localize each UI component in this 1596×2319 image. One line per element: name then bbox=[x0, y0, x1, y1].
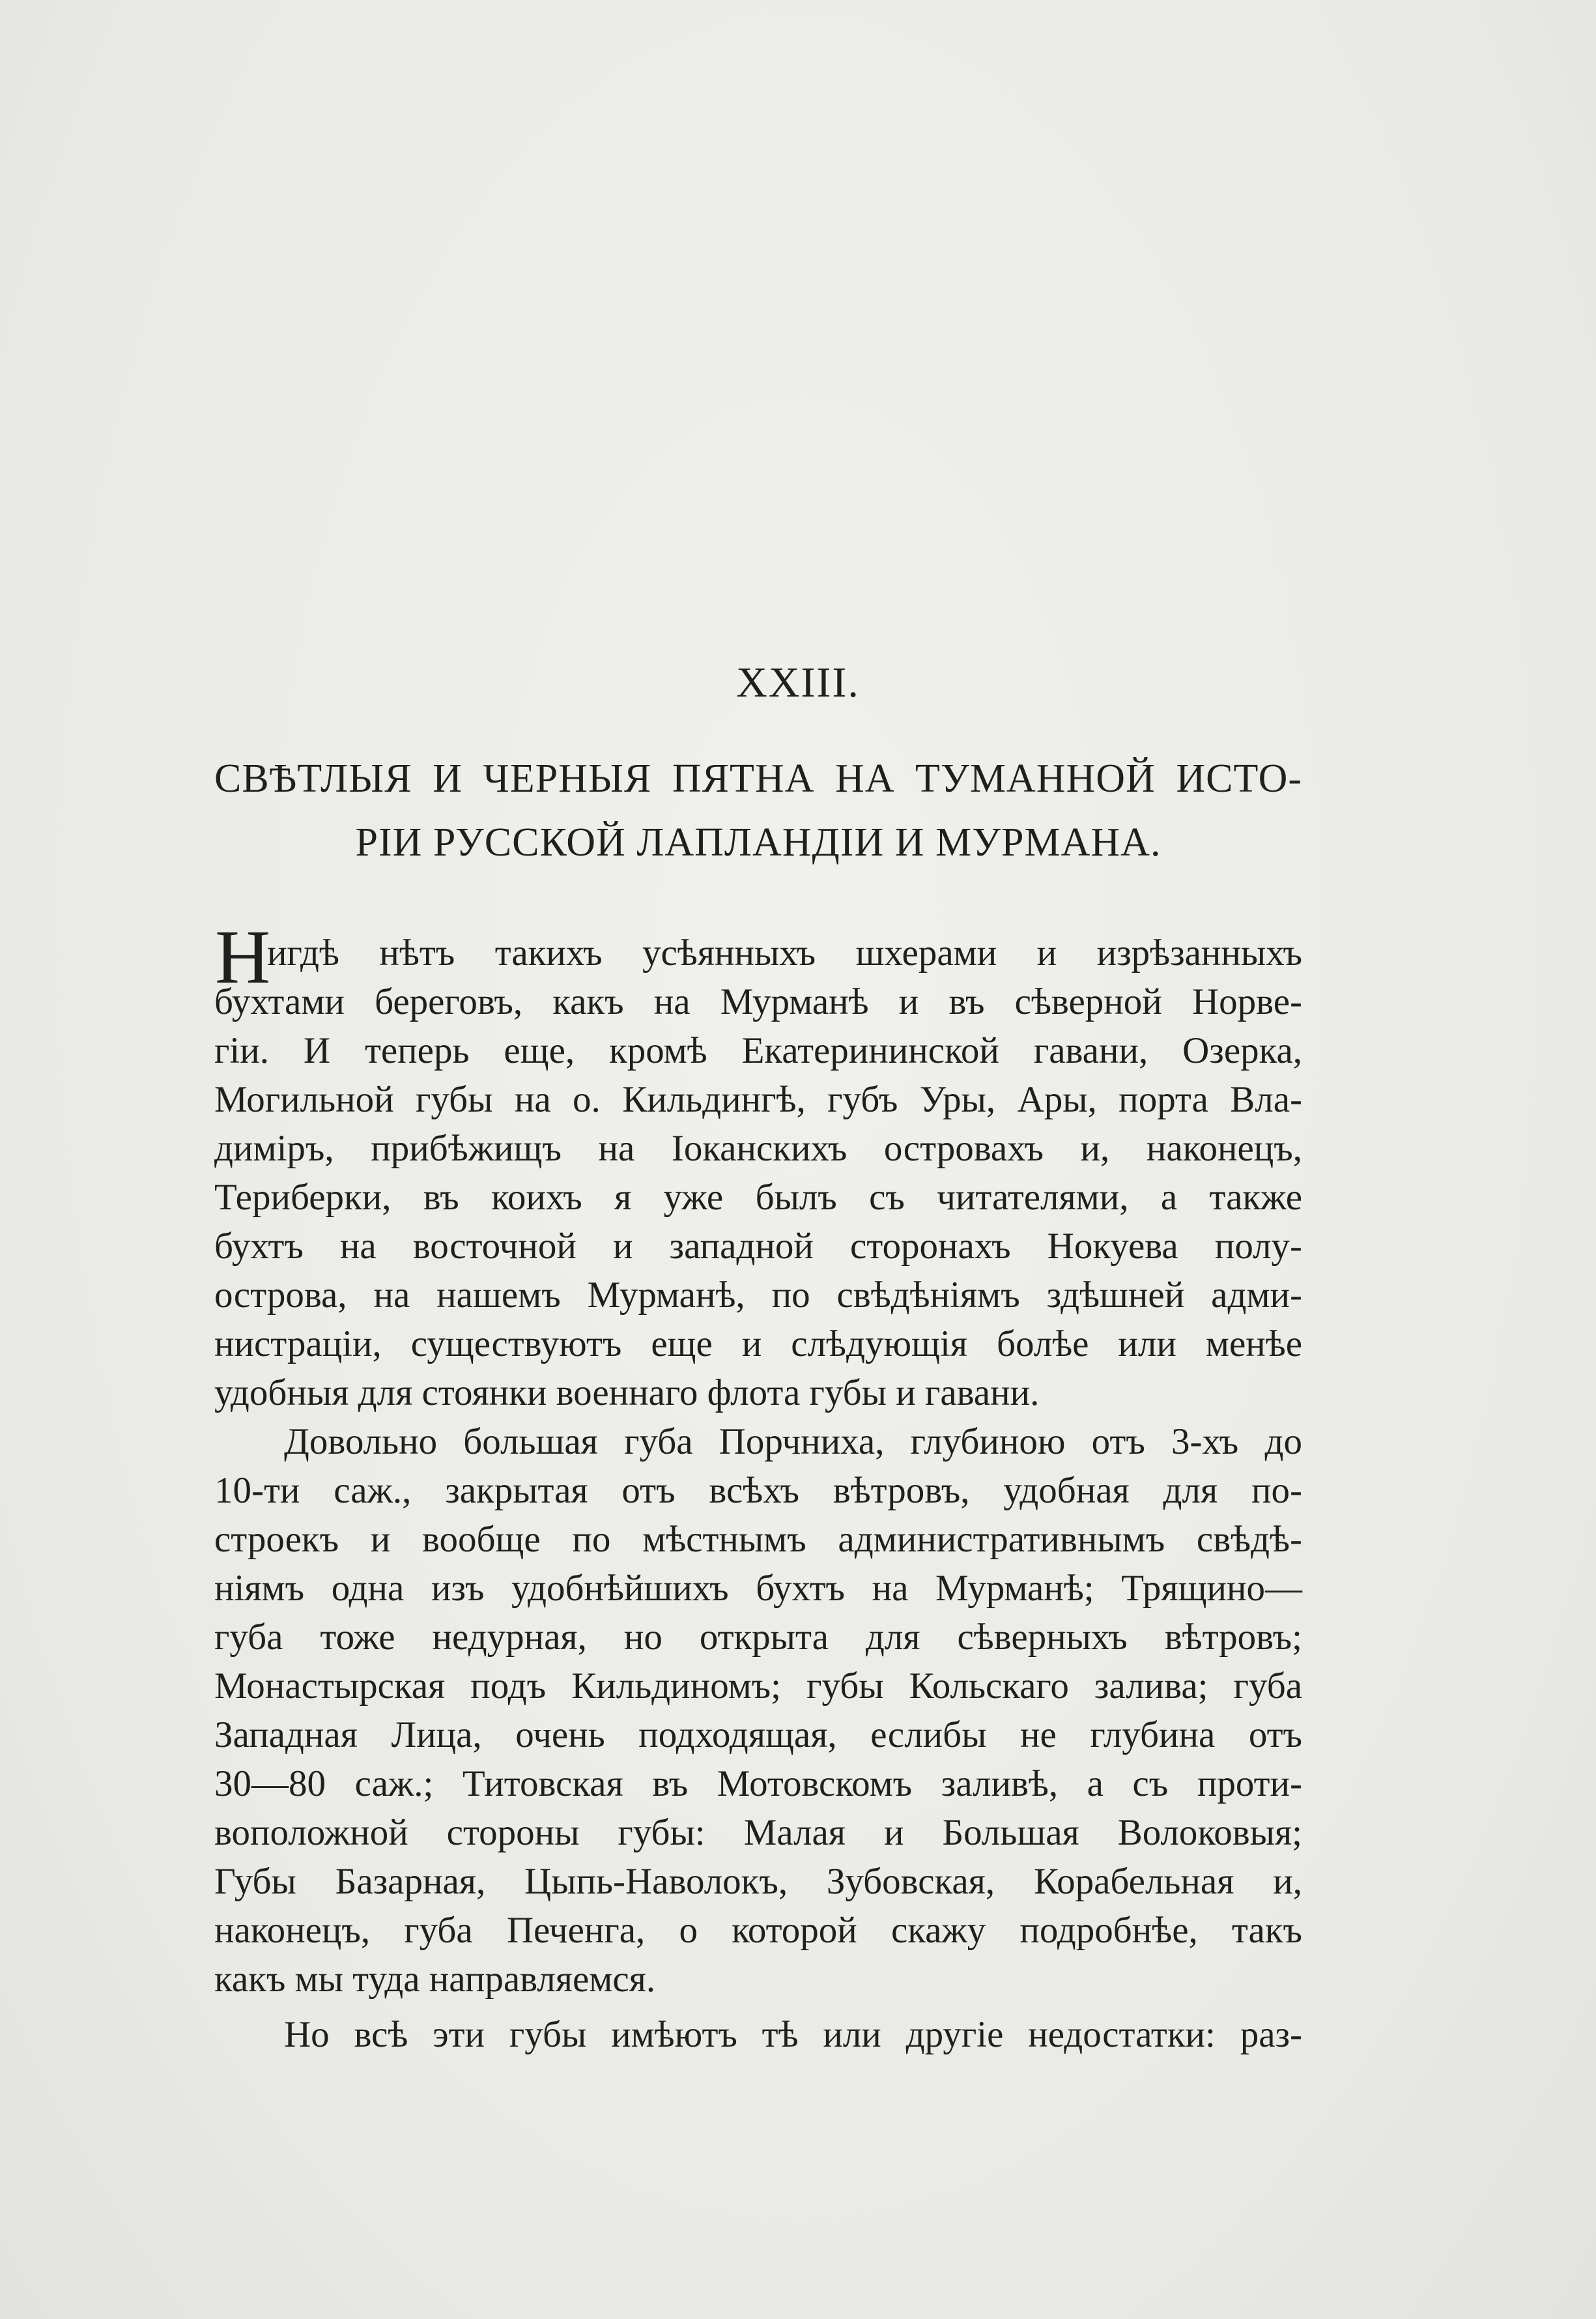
chapter-number: XXIII. bbox=[736, 659, 860, 706]
text-line: Могильной губы на о. Кильдингѣ, губъ Уры, Ары, порта Вла- bbox=[214, 1079, 1302, 1120]
text-line: наконецъ, губа Печенга, о которой скажу подробнѣе, такъ bbox=[214, 1910, 1302, 1951]
text-line: ніямъ одна изъ удобнѣйшихъ бухтъ на Мурманѣ; Трящино— bbox=[214, 1568, 1302, 1609]
text-line: удобныя для стоянки военнаго флота губы и гавани. bbox=[214, 1372, 1040, 1413]
drop-cap: Н bbox=[215, 914, 271, 1000]
text-line: гіи. И теперь еще, кромѣ Екатерининской гавани, Озерка, bbox=[214, 1030, 1302, 1071]
text-line: губа тоже недурная, но открыта для сѣверныхъ вѣтровъ; bbox=[214, 1617, 1302, 1658]
text-line: Монастырская подъ Кильдиномъ; губы Кольскаго залива; губа bbox=[214, 1665, 1302, 1707]
text-line: бухтами береговъ, какъ на Мурманѣ и въ сѣверной Норве- bbox=[214, 981, 1302, 1022]
text-line: Но всѣ эти губы имѣютъ тѣ или другіе недостатки: раз- bbox=[284, 2014, 1302, 2055]
text-line: 10-ти саж., закрытая отъ всѣхъ вѣтровъ, удобная для по- bbox=[214, 1470, 1302, 1511]
text-line: Западная Лица, очень подходящая, еслибы не глубина отъ bbox=[214, 1714, 1302, 1755]
text-line: бухтъ на восточной и западной сторонахъ Нокуева полу- bbox=[214, 1226, 1302, 1267]
text-line: 30—80 саж.; Титовская въ Мотовскомъ заливѣ, а съ проти- bbox=[214, 1763, 1302, 1804]
chapter-title-line: РІИ РУССКОЙ ЛАПЛАНДІИ И МУРМАНА. bbox=[355, 820, 1161, 865]
text-line: строекъ и вообще по мѣстнымъ административнымъ свѣдѣ- bbox=[214, 1519, 1302, 1560]
text-line: воположной стороны губы: Малая и Большая Волоковыя; bbox=[214, 1812, 1302, 1853]
text-line: игдѣ нѣтъ такихъ усѣянныхъ шхерами и изрѣзанныхъ bbox=[267, 932, 1302, 973]
text-line: Териберки, въ коихъ я уже былъ съ читателями, а также bbox=[214, 1177, 1302, 1218]
text-line: острова, на нашемъ Мурманѣ, по свѣдѣніямъ здѣшней адми- bbox=[214, 1275, 1302, 1316]
text-line: Довольно большая губа Порчниха, глубиною отъ 3-хъ до bbox=[284, 1421, 1302, 1462]
chapter-title-line: СВѢТЛЫЯ И ЧЕРНЫЯ ПЯТНА НА ТУМАННОЙ ИСТО- bbox=[214, 756, 1302, 801]
text-line: диміръ, прибѣжищъ на Іоканскихъ островахъ и, наконецъ, bbox=[214, 1128, 1302, 1169]
text-line: какъ мы туда направляемся. bbox=[214, 1959, 656, 2000]
text-line: Губы Базарная, Цыпь-Наволокъ, Зубовская, Корабельная и, bbox=[214, 1861, 1302, 1902]
text-line: нистраціи, существуютъ еще и слѣдующія болѣе или менѣе bbox=[214, 1323, 1302, 1364]
